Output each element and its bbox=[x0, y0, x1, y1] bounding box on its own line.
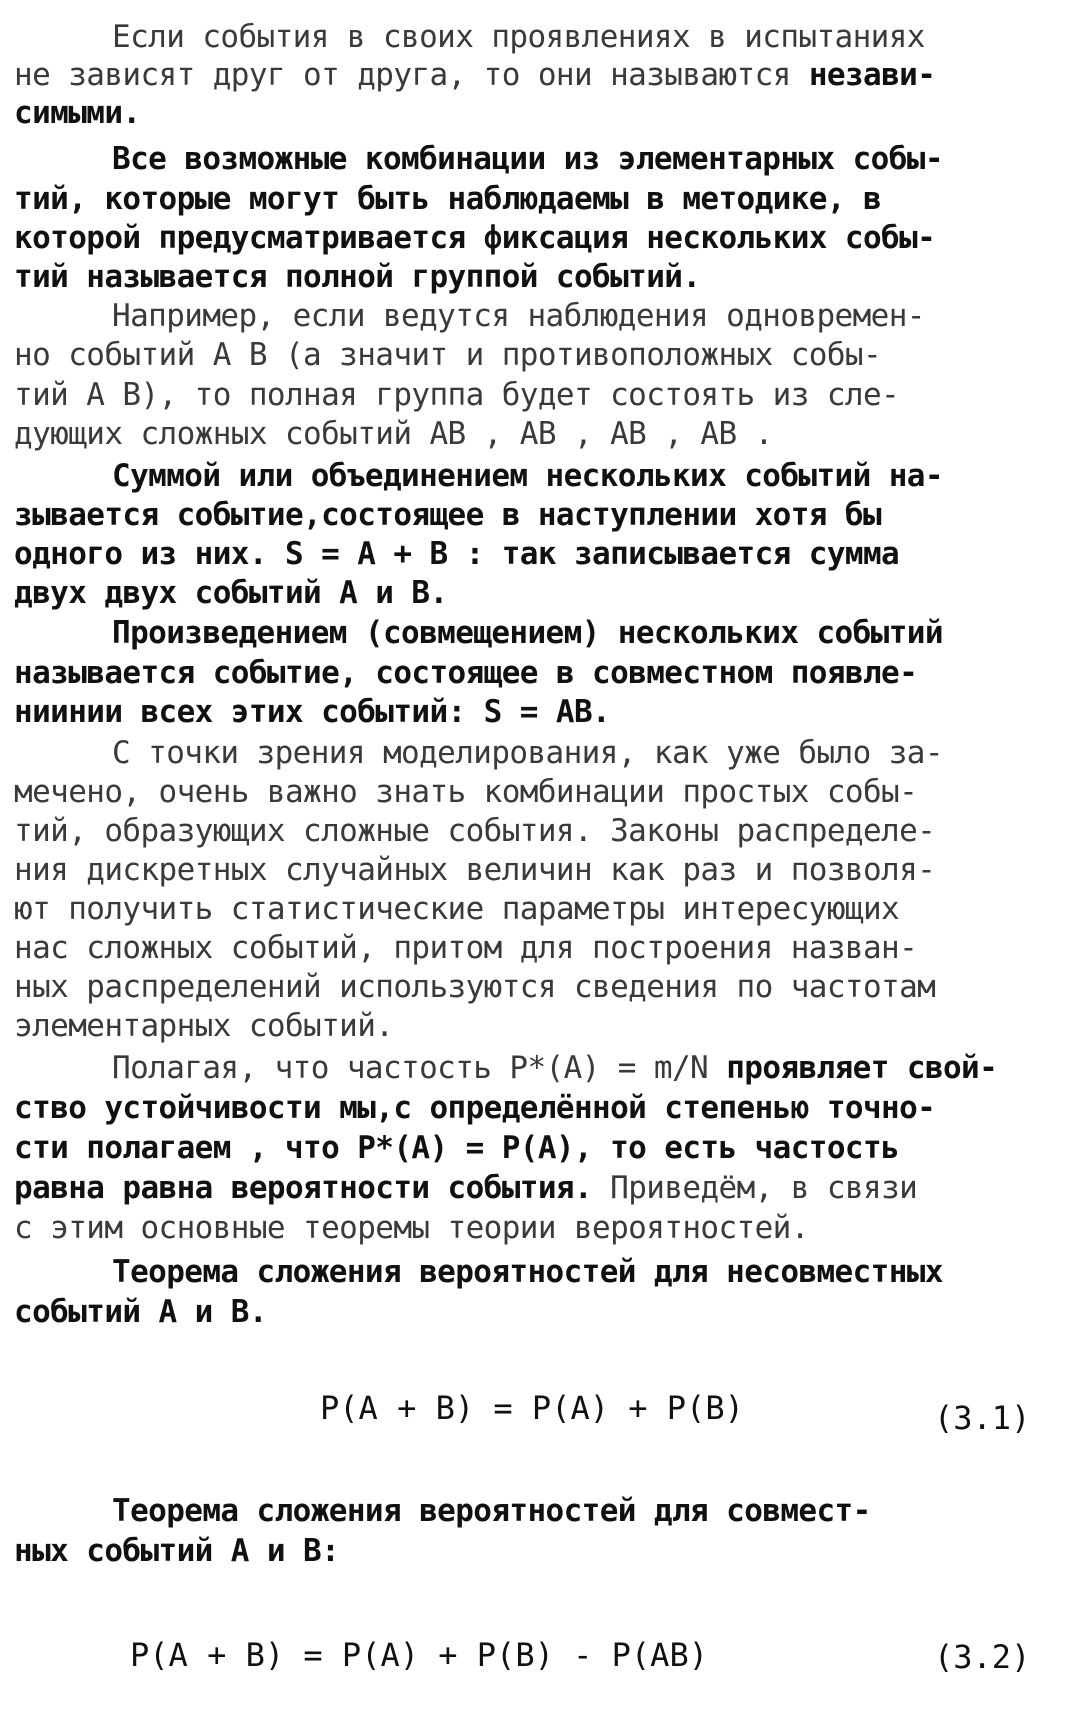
text-line: ния дискретных случайных величин как раз и позволя- bbox=[14, 852, 936, 888]
text-line: тий A B), то полная группа будет состоять из сле- bbox=[14, 377, 900, 413]
text-line: тий называется полной группой событий. bbox=[14, 259, 701, 295]
text-line: Полагая, что частость P*(A) = m/N проявляет свой- bbox=[112, 1050, 998, 1086]
text-line: ство устойчивости мы,с определённой степенью точно- bbox=[14, 1090, 936, 1126]
text-line: нас сложных событий, притом для построения назван- bbox=[14, 930, 918, 966]
text-line: С точки зрения моделирования, как уже было за- bbox=[112, 735, 943, 771]
text-line: Суммой или объединением нескольких событий на- bbox=[112, 458, 943, 494]
text-line: мечено, очень важно знать комбинации простых собы- bbox=[14, 774, 918, 810]
text-line: ют получить статистические параметры интересующих bbox=[14, 891, 900, 927]
formula-3-1: P(A + B) = P(A) + P(B) bbox=[320, 1389, 744, 1427]
text-line: дующих сложных событий АВ , АВ , АВ , АВ . bbox=[14, 416, 773, 452]
text-line: Произведением (совмещением) нескольких событий bbox=[112, 615, 943, 651]
formula-number: (3.2) bbox=[934, 1638, 1031, 1676]
text-line: с этим основные теоремы теории вероятностей. bbox=[14, 1210, 809, 1246]
theorem-heading: событий А и В. bbox=[14, 1294, 267, 1330]
text-line: но событий А В (а значит и противоположных собы- bbox=[14, 337, 882, 373]
text-line: элементарных событий. bbox=[14, 1008, 394, 1044]
text-line: Все возможные комбинации из элементарных собы- bbox=[112, 141, 943, 177]
text-line: тий, которые могут быть наблюдаемы в методике, в bbox=[14, 181, 882, 217]
text-line: Например, если ведутся наблюдения одновремен- bbox=[112, 298, 925, 334]
text-line: ных распределений используются сведения по частотам bbox=[14, 969, 936, 1005]
text-line: одного из них. S = А + В : так записывается сумма bbox=[14, 536, 900, 572]
text-line: симыми. bbox=[14, 95, 141, 131]
text-line: зывается событие,состоящее в наступлении хотя бы bbox=[14, 497, 882, 533]
theorem-heading: Теорема сложения вероятностей для совмест- bbox=[112, 1493, 871, 1529]
theorem-heading: Теорема сложения вероятностей для несовместных bbox=[112, 1254, 943, 1290]
formula-number: (3.1) bbox=[934, 1399, 1031, 1437]
text-line: двух двух событий А и В. bbox=[14, 575, 448, 611]
text-line: называется событие, состоящее в совместном появле- bbox=[14, 655, 918, 691]
text-line: ниинии всех этих событий: S = АВ. bbox=[14, 694, 611, 730]
text-line: сти полагаем , что P*(A) = P(A), то есть частость bbox=[14, 1130, 900, 1166]
formula-3-2: P(A + B) = P(A) + P(B) - P(AB) bbox=[130, 1636, 708, 1674]
text-line: тий, образующих сложные события. Законы распределе- bbox=[14, 813, 936, 849]
text-line: которой предусматривается фиксация нескольких собы- bbox=[14, 220, 936, 256]
text-line: не зависят друг от друга, то они называются незави- bbox=[14, 57, 936, 93]
text-line: равна равна вероятности события. Приведём, в связи bbox=[14, 1170, 918, 1206]
theorem-heading: ных событий А и В: bbox=[14, 1533, 340, 1569]
text-line: Если события в своих проявлениях в испытаниях bbox=[112, 19, 925, 55]
